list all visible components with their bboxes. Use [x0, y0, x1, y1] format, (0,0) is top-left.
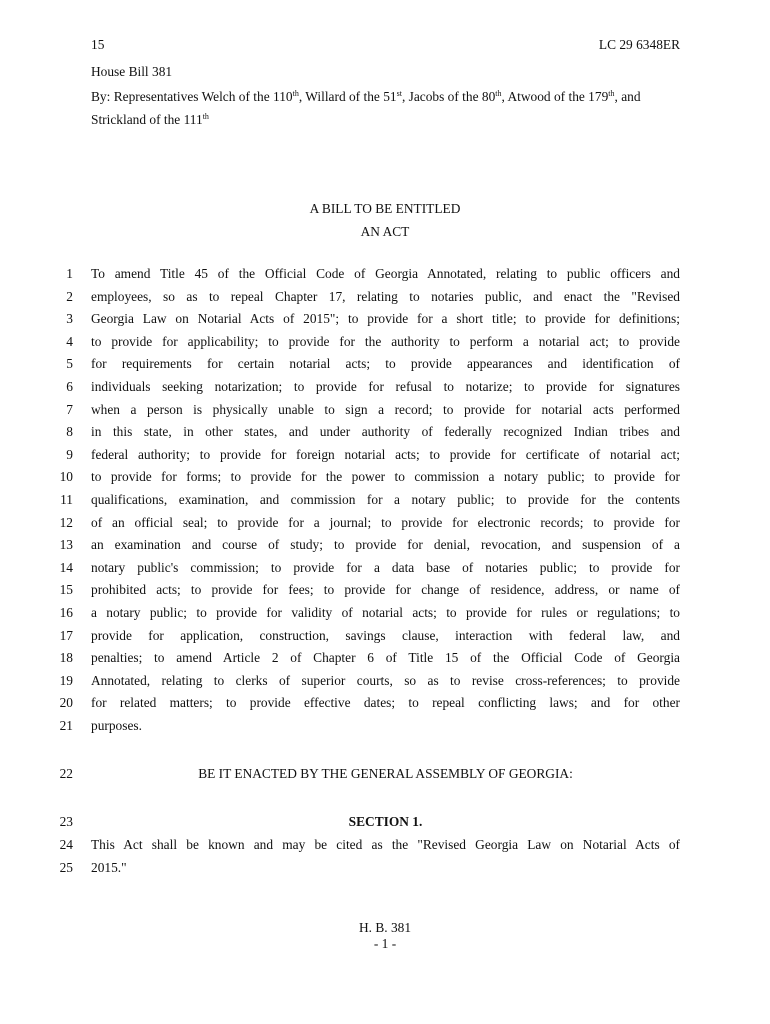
line-number: 18: [59, 650, 73, 666]
text-line: [0, 837, 770, 860]
line-text: for requirements for certain notarial acts; to provide appearances and identification of: [91, 356, 680, 372]
line-number: 14: [59, 559, 73, 575]
line-text: purposes.: [91, 718, 142, 733]
line-number: 5: [66, 356, 73, 372]
line-number: 19: [59, 672, 73, 688]
line-text: penalties; to amend Article 2 of Chapter 6 of Title 15 of the Official Code of Georgia: [91, 650, 680, 666]
line-number: 9: [66, 446, 73, 462]
line-text: qualifications, examination, and commission for a notary public; to provide for the contents: [91, 492, 680, 507]
line-text: federal authority; to provide for foreign notarial acts; to provide for certificate of notarial act;: [91, 446, 680, 462]
text-line: [0, 650, 770, 673]
line-text: when a person is physically unable to sign a record; to provide for notarial acts performed: [91, 401, 680, 417]
line-text: provide for application, construction, savings clause, interaction with federal law, and: [91, 627, 680, 643]
bill-title: House Bill 381: [91, 64, 173, 79]
text-line: [0, 605, 770, 628]
line-number: 11: [60, 492, 73, 507]
line-number: 1: [66, 266, 73, 281]
line-text: 2015.": [91, 859, 127, 875]
line-text: an examination and course of study; to provide for denial, revocation, and suspension of a: [91, 537, 680, 553]
text-line: [0, 289, 770, 312]
sponsors: [91, 86, 681, 131]
ordinal-suffix: th: [202, 111, 209, 121]
page-line-number: 15: [91, 37, 105, 52]
text-line: [0, 334, 770, 357]
line-number: 21: [59, 718, 73, 733]
line-text: Georgia Law on Notarial Acts of 2015"; to provide for a short title; to provide for definitions;: [91, 311, 680, 327]
text-line: [0, 673, 770, 696]
line-number: 4: [66, 333, 73, 349]
footer-bill-ref: H. B. 381: [358, 920, 412, 935]
text-line: [0, 560, 770, 583]
ordinal-suffix: th: [608, 89, 615, 98]
line-number: 22: [59, 766, 73, 781]
lc-code: LC 29 6348ER: [598, 37, 680, 52]
line-number: 25: [59, 859, 73, 875]
ordinal-suffix: th: [292, 89, 299, 98]
line-text: notary public's commission; to provide for a data base of notaries public; to provide for: [91, 559, 680, 575]
sponsors-text: , and Strickland of the 111: [91, 89, 641, 127]
sponsors-text: , Atwood of the 179: [501, 89, 609, 104]
text-line: [0, 469, 770, 492]
line-text: Annotated, relating to clerks of superior courts, so as to revise cross-references; to provide: [91, 672, 680, 688]
line-number: 24: [59, 837, 73, 852]
line-number: 17: [59, 627, 73, 643]
ordinal-suffix: st: [396, 89, 402, 98]
line-text: for related matters; to provide effective dates; to repeal conflicting laws; and for other: [91, 695, 680, 711]
enacting-text: BE IT ENACTED BY THE GENERAL ASSEMBLY OF GEORGIA:: [198, 766, 573, 781]
line-text: in this state, in other states, and under authority of federally recognized Indian tribes and: [91, 424, 680, 440]
line-text: individuals seeking notarization; to provide for refusal to notarize; to provide for signatures: [91, 379, 680, 394]
text-line: [0, 311, 770, 334]
line-text: To amend Title 45 of the Official Code of Georgia Annotated, relating to public officers and: [91, 266, 680, 281]
text-line: [0, 628, 770, 651]
line-text: to provide for forms; to provide for the power to commission a notary public; to provide for: [91, 469, 680, 485]
line-number: 23: [59, 814, 73, 829]
text-line: [0, 379, 770, 402]
line-number: 7: [66, 401, 73, 417]
line-text: of an official seal; to provide for a journal; to provide for electronic records; to provide for: [91, 514, 680, 530]
line-number: 12: [59, 514, 73, 530]
sponsors-text: , Willard of the 51: [298, 89, 397, 104]
act-heading: AN ACT: [360, 224, 410, 239]
ordinal-suffix: th: [495, 89, 502, 98]
text-line: [0, 356, 770, 379]
line-text: prohibited acts; to provide for fees; to provide for change of residence, address, or name of: [91, 582, 680, 598]
text-line: [0, 860, 770, 883]
text-line: [0, 492, 770, 515]
text-line: [0, 537, 770, 560]
line-number: 8: [66, 424, 73, 440]
line-number: 16: [59, 605, 73, 620]
line-number: 3: [66, 311, 73, 327]
text-line: [0, 582, 770, 605]
sponsors-text: By: Representatives Welch of the 110: [91, 89, 293, 104]
text-line: [0, 424, 770, 447]
line-number: 15: [59, 582, 73, 598]
line-number: 6: [66, 379, 73, 394]
line-number: 13: [59, 537, 73, 553]
line-text: a notary public; to provide for validity of notarial acts; to provide for rules or regulations; to: [91, 605, 680, 620]
sponsors-text: , Jacobs of the 80: [401, 89, 496, 104]
line-text: This Act shall be known and may be cited as the "Revised Georgia Law on Notarial Acts of: [91, 837, 680, 852]
line-text: employees, so as to repeal Chapter 17, relating to notaries public, and enact the "Revised: [91, 288, 680, 304]
section-heading: SECTION 1.: [348, 814, 423, 829]
text-line: [0, 447, 770, 470]
text-line: [0, 515, 770, 538]
bill-heading: A BILL TO BE ENTITLED: [309, 201, 461, 216]
line-text: to provide for applicability; to provide for the authority to perform a notarial act; to provide: [91, 333, 680, 349]
text-line: [0, 402, 770, 425]
line-number: 10: [59, 469, 73, 485]
text-line: [0, 718, 770, 741]
text-line: [0, 266, 770, 289]
line-number: 20: [59, 695, 73, 711]
text-line: [0, 695, 770, 718]
line-number: 2: [66, 288, 73, 304]
footer-page-number: - 1 -: [373, 936, 397, 951]
